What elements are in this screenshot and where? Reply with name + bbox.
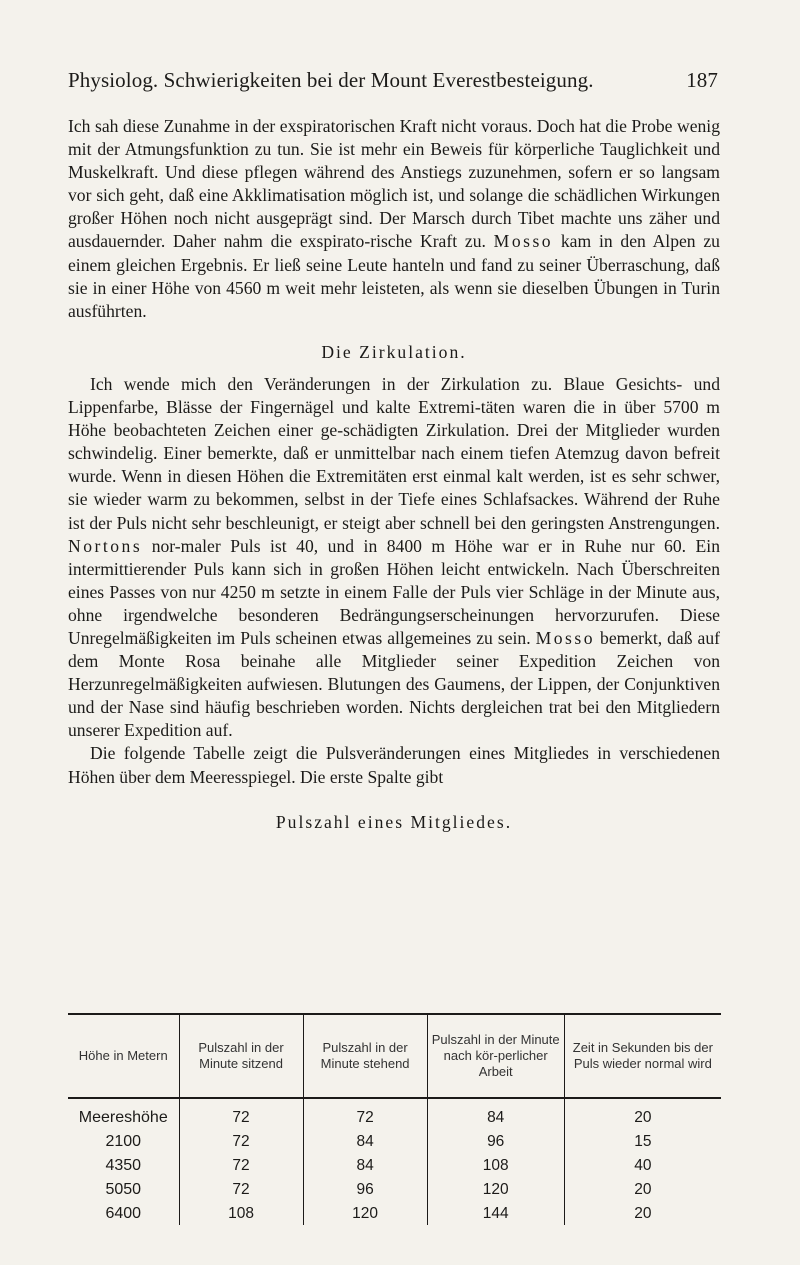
cell-sitting: 72: [179, 1177, 303, 1201]
table-row: [68, 1177, 721, 1201]
cell-standing: 84: [303, 1129, 427, 1153]
col-header-recovery: Zeit in Sekunden bis der Puls wieder normal wird: [564, 1014, 721, 1098]
table-row: [68, 1098, 721, 1129]
cell-after-work: 144: [427, 1201, 564, 1225]
cell-standing: 72: [303, 1098, 427, 1129]
cell-recovery: 20: [564, 1201, 721, 1225]
author-mosso-2: Mosso: [535, 627, 596, 648]
cell-height: 5050: [105, 1181, 142, 1198]
cell-after-work: 120: [427, 1177, 564, 1201]
cell-sitting: 108: [179, 1201, 303, 1225]
cell-after-work: 84: [427, 1098, 564, 1129]
running-title: Physiolog. Schwierigkeiten bei der Mount Everestbesteigung.: [68, 68, 594, 92]
col-header-after-work: Pulszahl in der Minute nach kör-perlicher Arbeit: [427, 1014, 564, 1098]
cell-after-work: 96: [427, 1129, 564, 1153]
table-title: Pulszahl eines Mitgliedes.: [275, 811, 513, 832]
author-norton: Nortons: [68, 535, 143, 556]
circulation-text-1: Ich wende mich den Veränderungen in der Zirkulation zu. Blaue Gesichts- und Lippenfarbe, Blässe der Fingernägel und kalte Extremi-täten waren die in über 5700 m Höhe beobachteten Zeichen einer ge-schädigten Zirkulation. Drei der Mitglieder wurden schwindelig. Einer bemerkte, daß er unmittelbar nach einem tiefen Atemzug davon befreit wurde. Wenn in diesen Höhen die Extremitäten erst einmal kalt werden, ist es sehr schwer, sie wieder warm zu bekommen, selbst in der Tiefe eines Schlafsackes. Während der Ruhe ist der Puls nicht sehr beschleunigt, er steigt aber schnell bei den geringsten Anstrengungen.: [68, 373, 720, 533]
table-row: [68, 1153, 721, 1177]
section-heading: Die Zirkulation.: [321, 341, 467, 362]
author-mosso: Mosso: [493, 231, 554, 252]
paragraph-circulation: [68, 373, 720, 743]
col-header-standing: Pulszahl in der Minute stehend: [303, 1014, 427, 1098]
cell-height: 4350: [105, 1157, 142, 1174]
cell-recovery: 40: [564, 1153, 721, 1177]
cell-height: 2100: [105, 1133, 142, 1150]
body-text: [68, 115, 720, 834]
table-row: [68, 1201, 721, 1225]
cell-standing: 120: [303, 1201, 427, 1225]
cell-sitting: 72: [179, 1098, 303, 1129]
cell-height: Meereshöhe: [78, 1109, 168, 1126]
cell-sitting: 72: [179, 1153, 303, 1177]
circulation-text-3: bemerkt, daß auf dem Monte Rosa beinahe alle Mitglieder seiner Expedition Zeichen von Herzunregelmäßigkeiten aufwiesen. Blutungen des Gaumens, der Lippen, der Conjunktiven und der Nase sind häufig beschrieben worden. Nichts dergleichen trat bei den Mitgliedern unserer Expedition auf.: [68, 627, 720, 741]
table-row: [68, 1129, 721, 1153]
cell-recovery: 15: [564, 1129, 721, 1153]
pulse-table: [68, 1013, 721, 1225]
paragraph-mosso: kam in den Alpen zu einem gleichen Ergebnis. Er ließ seine Leute hanteln und fand zu seiner Überraschung, daß sie in einer Höhe von 4560 m weit mehr leisteten, als wenn sie dieselben Übungen in Turin ausführten.: [68, 231, 720, 321]
circulation-text-2: nor-maler Puls ist 40, und in 8400 m Höhe war er in Ruhe nur 60. Ein intermittierender Puls kann sich in großen Höhen leicht entwickeln. Nach Überschreiten eines Passes von nur 4250 m setzte in einem Falle der Puls vier Schläge in der Minute aus, ohne irgendwelche besonderen Bedrängungserscheinungen hervorzurufen. Diese Unregelmäßigkeiten im Puls scheinen etwas allgemeines zu sein.: [68, 535, 720, 648]
paragraph-expiratory-force: Ich sah diese Zunahme in der exspiratorischen Kraft nicht voraus. Doch hat die Probe wenig mit der Atmungsfunktion zu tun. Sie ist mehr ein Beweis für körperliche Tauglichkeit und Muskelkraft. Und diese pflegen während des Anstiegs zuzunehmen, sofern er so langsam vor sich geht, daß eine Akklimatisation möglich ist, und solange die schädlichen Wirkungen großer Höhen noch nicht ausgeprägt sind. Der Marsch durch Tibet machte uns zäher und ausdauernder. Daher nahm die exspirato-rische Kraft zu.: [68, 116, 720, 252]
cell-sitting: 72: [179, 1129, 303, 1153]
col-header-sitting: Pulszahl in der Minute sitzend: [179, 1014, 303, 1098]
table-header-row: [68, 1014, 721, 1098]
cell-height: 6400: [105, 1205, 142, 1222]
cell-standing: 96: [303, 1177, 427, 1201]
cell-recovery: 20: [564, 1177, 721, 1201]
cell-standing: 84: [303, 1153, 427, 1177]
running-header: [68, 68, 718, 93]
page-number: 187: [686, 68, 718, 92]
col-header-height: Höhe in Metern: [68, 1014, 179, 1098]
cell-after-work: 108: [427, 1153, 564, 1177]
cell-recovery: 20: [564, 1098, 721, 1129]
paragraph-table-intro: Die folgende Tabelle zeigt die Pulsveränderungen eines Mitgliedes in verschiedenen Höhen über dem Meeresspiegel. Die erste Spalte gibt: [68, 743, 720, 787]
